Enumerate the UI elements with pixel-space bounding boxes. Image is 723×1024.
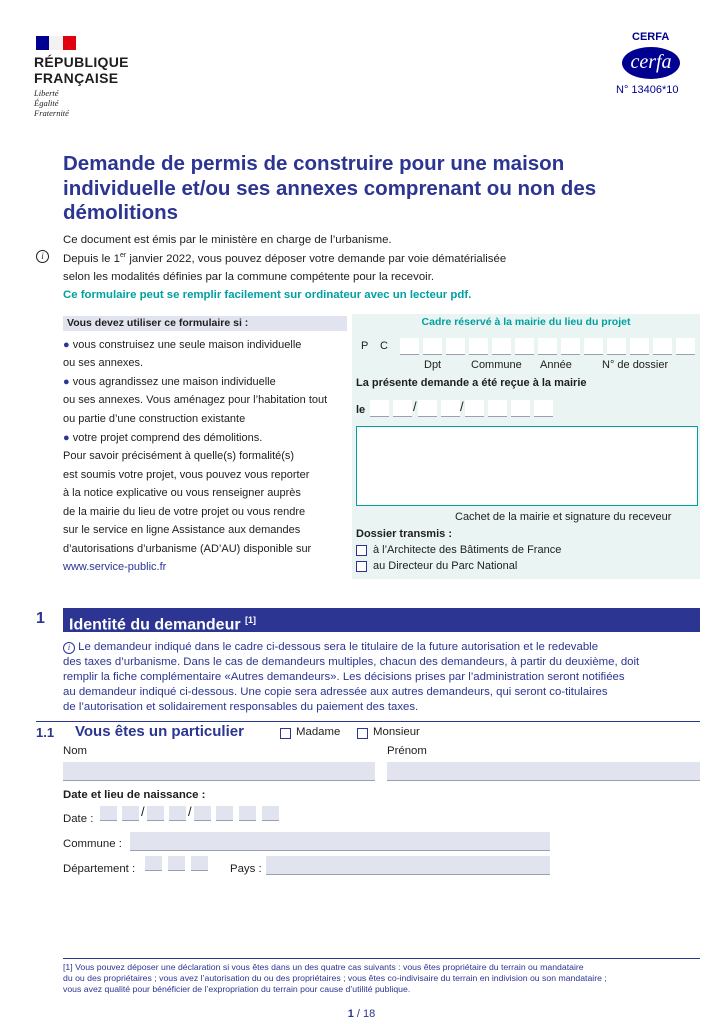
- usage-line: ● votre projet comprend des démolitions.: [63, 432, 263, 444]
- birth-date-cell[interactable]: [239, 806, 256, 821]
- intro-line1: Ce document est émis par le ministère en charge de l’urbanisme.: [63, 234, 392, 246]
- service-public-link[interactable]: www.service-public.fr: [63, 561, 167, 573]
- departement-label: Département :: [63, 863, 136, 875]
- reception-date-cell[interactable]: [393, 400, 412, 417]
- section-info-line: [63, 640, 700, 655]
- subsection-number: 1.1: [36, 725, 55, 740]
- abf-label: à l’Architecte des Bâtiments de France: [373, 544, 562, 556]
- intro-line2-b: janvier 2022, vous pouvez déposer votre demande par voie dématérialisée: [126, 252, 507, 265]
- usage-line: d’autorisations d’urbanisme (AD’AU) disponible sur: [63, 543, 312, 555]
- footnote-ref: [1]: [245, 615, 257, 625]
- devise-egalite: Égalité: [34, 98, 59, 108]
- reception-date-cell[interactable]: [370, 400, 389, 417]
- departement-cell[interactable]: [168, 856, 185, 871]
- usage-conditions-heading: Vous devez utiliser ce formulaire si :: [63, 316, 347, 331]
- section-info-line: des taxes d’urbanisme. Dans le cas de demandeurs multiples, chacun des demandeurs, à partir du deuxième, doit: [63, 656, 640, 668]
- dossier-cell[interactable]: [492, 338, 511, 355]
- col-annee-label: Année: [540, 359, 572, 371]
- cerfa-number: N° 13406*10: [616, 84, 679, 96]
- monsieur-checkbox[interactable]: [357, 728, 368, 739]
- mairie-reserved-heading: Cadre réservé à la mairie du lieu du projet: [421, 316, 631, 328]
- dossier-cell[interactable]: [584, 338, 603, 355]
- dossier-cell[interactable]: [423, 338, 442, 355]
- parc-national-checkbox[interactable]: [356, 561, 367, 572]
- pc-letter-c: C: [380, 340, 388, 352]
- intro-line3: selon les modalités définies par la commune compétente pour la recevoir.: [63, 271, 435, 283]
- section-info-line: remplir la fiche complémentaire «Autres demandeurs». Les décisions prises par l’administration seront notifiées: [63, 671, 625, 683]
- marianne-flag-icon: [36, 36, 76, 50]
- date-separator: /: [141, 804, 145, 819]
- devise: [34, 88, 69, 118]
- prenom-field[interactable]: [387, 762, 700, 781]
- usage-line: de la mairie du lieu de votre projet ou vous rendre: [63, 506, 306, 518]
- dossier-cell[interactable]: [676, 338, 695, 355]
- devise-liberte: Liberté: [34, 88, 59, 98]
- dossier-cell[interactable]: [653, 338, 672, 355]
- commune-label: Commune :: [63, 838, 122, 850]
- birth-date-cell[interactable]: [147, 806, 164, 821]
- usage-line: est soumis votre projet, vous pouvez vous reporter: [63, 469, 310, 481]
- madame-label: Madame: [296, 726, 341, 738]
- birth-date-cell[interactable]: [100, 806, 117, 821]
- le-label: le: [356, 404, 366, 416]
- birth-label: Date et lieu de naissance :: [63, 789, 206, 801]
- stamp-caption: Cachet de la mairie et signature du receveur: [455, 511, 672, 523]
- stamp-area[interactable]: [356, 426, 698, 506]
- section-info-line: de l’autorisation et solidairement responsables du paiement des taxes.: [63, 701, 419, 713]
- section-title: Identité du demandeur: [69, 616, 241, 634]
- cerfa-label: CERFA: [632, 31, 670, 43]
- intro-line2-sup: er: [120, 252, 127, 259]
- date-label: Date :: [63, 813, 94, 825]
- usage-line: à la notice explicative ou vous renseigner auprès: [63, 487, 301, 499]
- date-separator: /: [460, 399, 464, 414]
- birth-date-cell[interactable]: [216, 806, 233, 821]
- usage-line: ● vous agrandissez une maison individuelle: [63, 376, 276, 388]
- usage-line-text: votre projet comprend des démolitions.: [72, 432, 263, 444]
- cerfa-logo: cerfa: [622, 47, 680, 79]
- departement-cell[interactable]: [145, 856, 162, 871]
- pays-label: Pays :: [230, 863, 262, 875]
- date-separator: /: [413, 399, 417, 414]
- info-icon: i: [36, 250, 49, 263]
- usage-line: Pour savoir précisément à quelle(s) formalité(s): [63, 450, 295, 462]
- col-dpt-label: Dpt: [424, 359, 442, 371]
- monsieur-label: Monsieur: [373, 726, 420, 738]
- footnote-line: [1] Vous pouvez déposer une déclaration si vous êtes dans un des quatre cas suivants : vous êtes propriétaire du terrain ou mandataire: [63, 962, 584, 972]
- pc-letter-p: P: [361, 340, 369, 352]
- page-total: / 18: [356, 1008, 376, 1020]
- birth-date-cell[interactable]: [194, 806, 211, 821]
- reception-date-cell[interactable]: [465, 400, 484, 417]
- received-label: La présente demande a été reçue à la mairie: [356, 377, 587, 389]
- madame-checkbox[interactable]: [280, 728, 291, 739]
- departement-cell[interactable]: [191, 856, 208, 871]
- reception-date-cell[interactable]: [534, 400, 553, 417]
- dossier-cell[interactable]: [561, 338, 580, 355]
- reception-date-cell[interactable]: [511, 400, 530, 417]
- page-current: 1: [347, 1008, 354, 1020]
- usage-line: ou ses annexes. Vous aménagez pour l’habitation tout: [63, 394, 328, 406]
- dossier-cell[interactable]: [607, 338, 626, 355]
- footnote-line: vous avez qualité pour bénéficier de l’expropriation du terrain pour cause d’utilité publique.: [63, 984, 411, 994]
- intro-line4: Ce formulaire peut se remplir facilement sur ordinateur avec un lecteur pdf.: [63, 289, 472, 301]
- usage-line-text: vous construisez une seule maison individuelle: [72, 339, 302, 351]
- section-info-line: au demandeur indiqué ci-dessous. Une copie sera adressée aux autres demandeurs, qui seront co-titulaires: [63, 686, 608, 698]
- subsection-title: Vous êtes un particulier: [75, 723, 244, 740]
- reception-date-cell[interactable]: [418, 400, 437, 417]
- transmis-label: Dossier transmis :: [356, 528, 452, 540]
- col-commune-label: Commune: [471, 359, 522, 371]
- footnote: [63, 962, 700, 995]
- footnote-line: du ou des propriétaires ; vous avez l’autorisation du ou des propriétaires ; vous êtes co-indivisaire du terrain en indivision ou son mandataire ;: [63, 973, 607, 983]
- nom-label: Nom: [63, 745, 88, 757]
- dossier-cell[interactable]: [515, 338, 534, 355]
- prenom-label: Prénom: [387, 745, 427, 757]
- section-number: 1: [36, 610, 45, 627]
- usage-line: sur le service en ligne Assistance aux demandes: [63, 524, 301, 536]
- dossier-cell[interactable]: [630, 338, 649, 355]
- intro-line2: [63, 252, 506, 265]
- dossier-cell[interactable]: [400, 338, 419, 355]
- nom-field[interactable]: [63, 762, 375, 781]
- date-separator: /: [188, 804, 192, 819]
- usage-line: ou partie d’une construction existante: [63, 413, 246, 425]
- dossier-cell[interactable]: [469, 338, 488, 355]
- abf-checkbox[interactable]: [356, 545, 367, 556]
- subsection-rule: [36, 721, 700, 722]
- birth-date-cell[interactable]: [122, 806, 139, 821]
- birth-date-cell[interactable]: [262, 806, 279, 821]
- republique-francaise-logo: [34, 54, 129, 86]
- usage-line: ● vous construisez une seule maison individuelle: [63, 339, 302, 351]
- col-dossier-label: N° de dossier: [602, 359, 669, 371]
- section-info-text: Le demandeur indiqué dans le cadre ci-dessous sera le titulaire de la future autorisation et le redevable: [78, 641, 599, 653]
- republique-line2: FRANÇAISE: [34, 70, 119, 86]
- document-title: Demande de permis de construire pour une maison individuelle et/ou ses annexes comprenant ou non des démolitions: [63, 152, 597, 224]
- reception-date-cell[interactable]: [488, 400, 507, 417]
- dossier-cell[interactable]: [446, 338, 465, 355]
- devise-fraternite: Fraternité: [34, 108, 69, 118]
- birth-date-cell[interactable]: [169, 806, 186, 821]
- page-number: [0, 1008, 723, 1020]
- section-title-bar: [63, 608, 700, 632]
- reception-date-cell[interactable]: [441, 400, 460, 417]
- info-icon: i: [63, 642, 75, 654]
- section-info: [63, 640, 700, 715]
- footnote-rule: [63, 958, 700, 959]
- commune-field[interactable]: [130, 832, 550, 851]
- republique-line1: RÉPUBLIQUE: [34, 54, 129, 70]
- intro-line2-a: Depuis le 1: [63, 252, 120, 265]
- usage-line-text: vous agrandissez une maison individuelle: [72, 376, 276, 388]
- parc-national-label: au Directeur du Parc National: [373, 560, 518, 572]
- dossier-cell[interactable]: [538, 338, 557, 355]
- usage-line: ou ses annexes.: [63, 357, 144, 369]
- pays-field[interactable]: [266, 856, 550, 875]
